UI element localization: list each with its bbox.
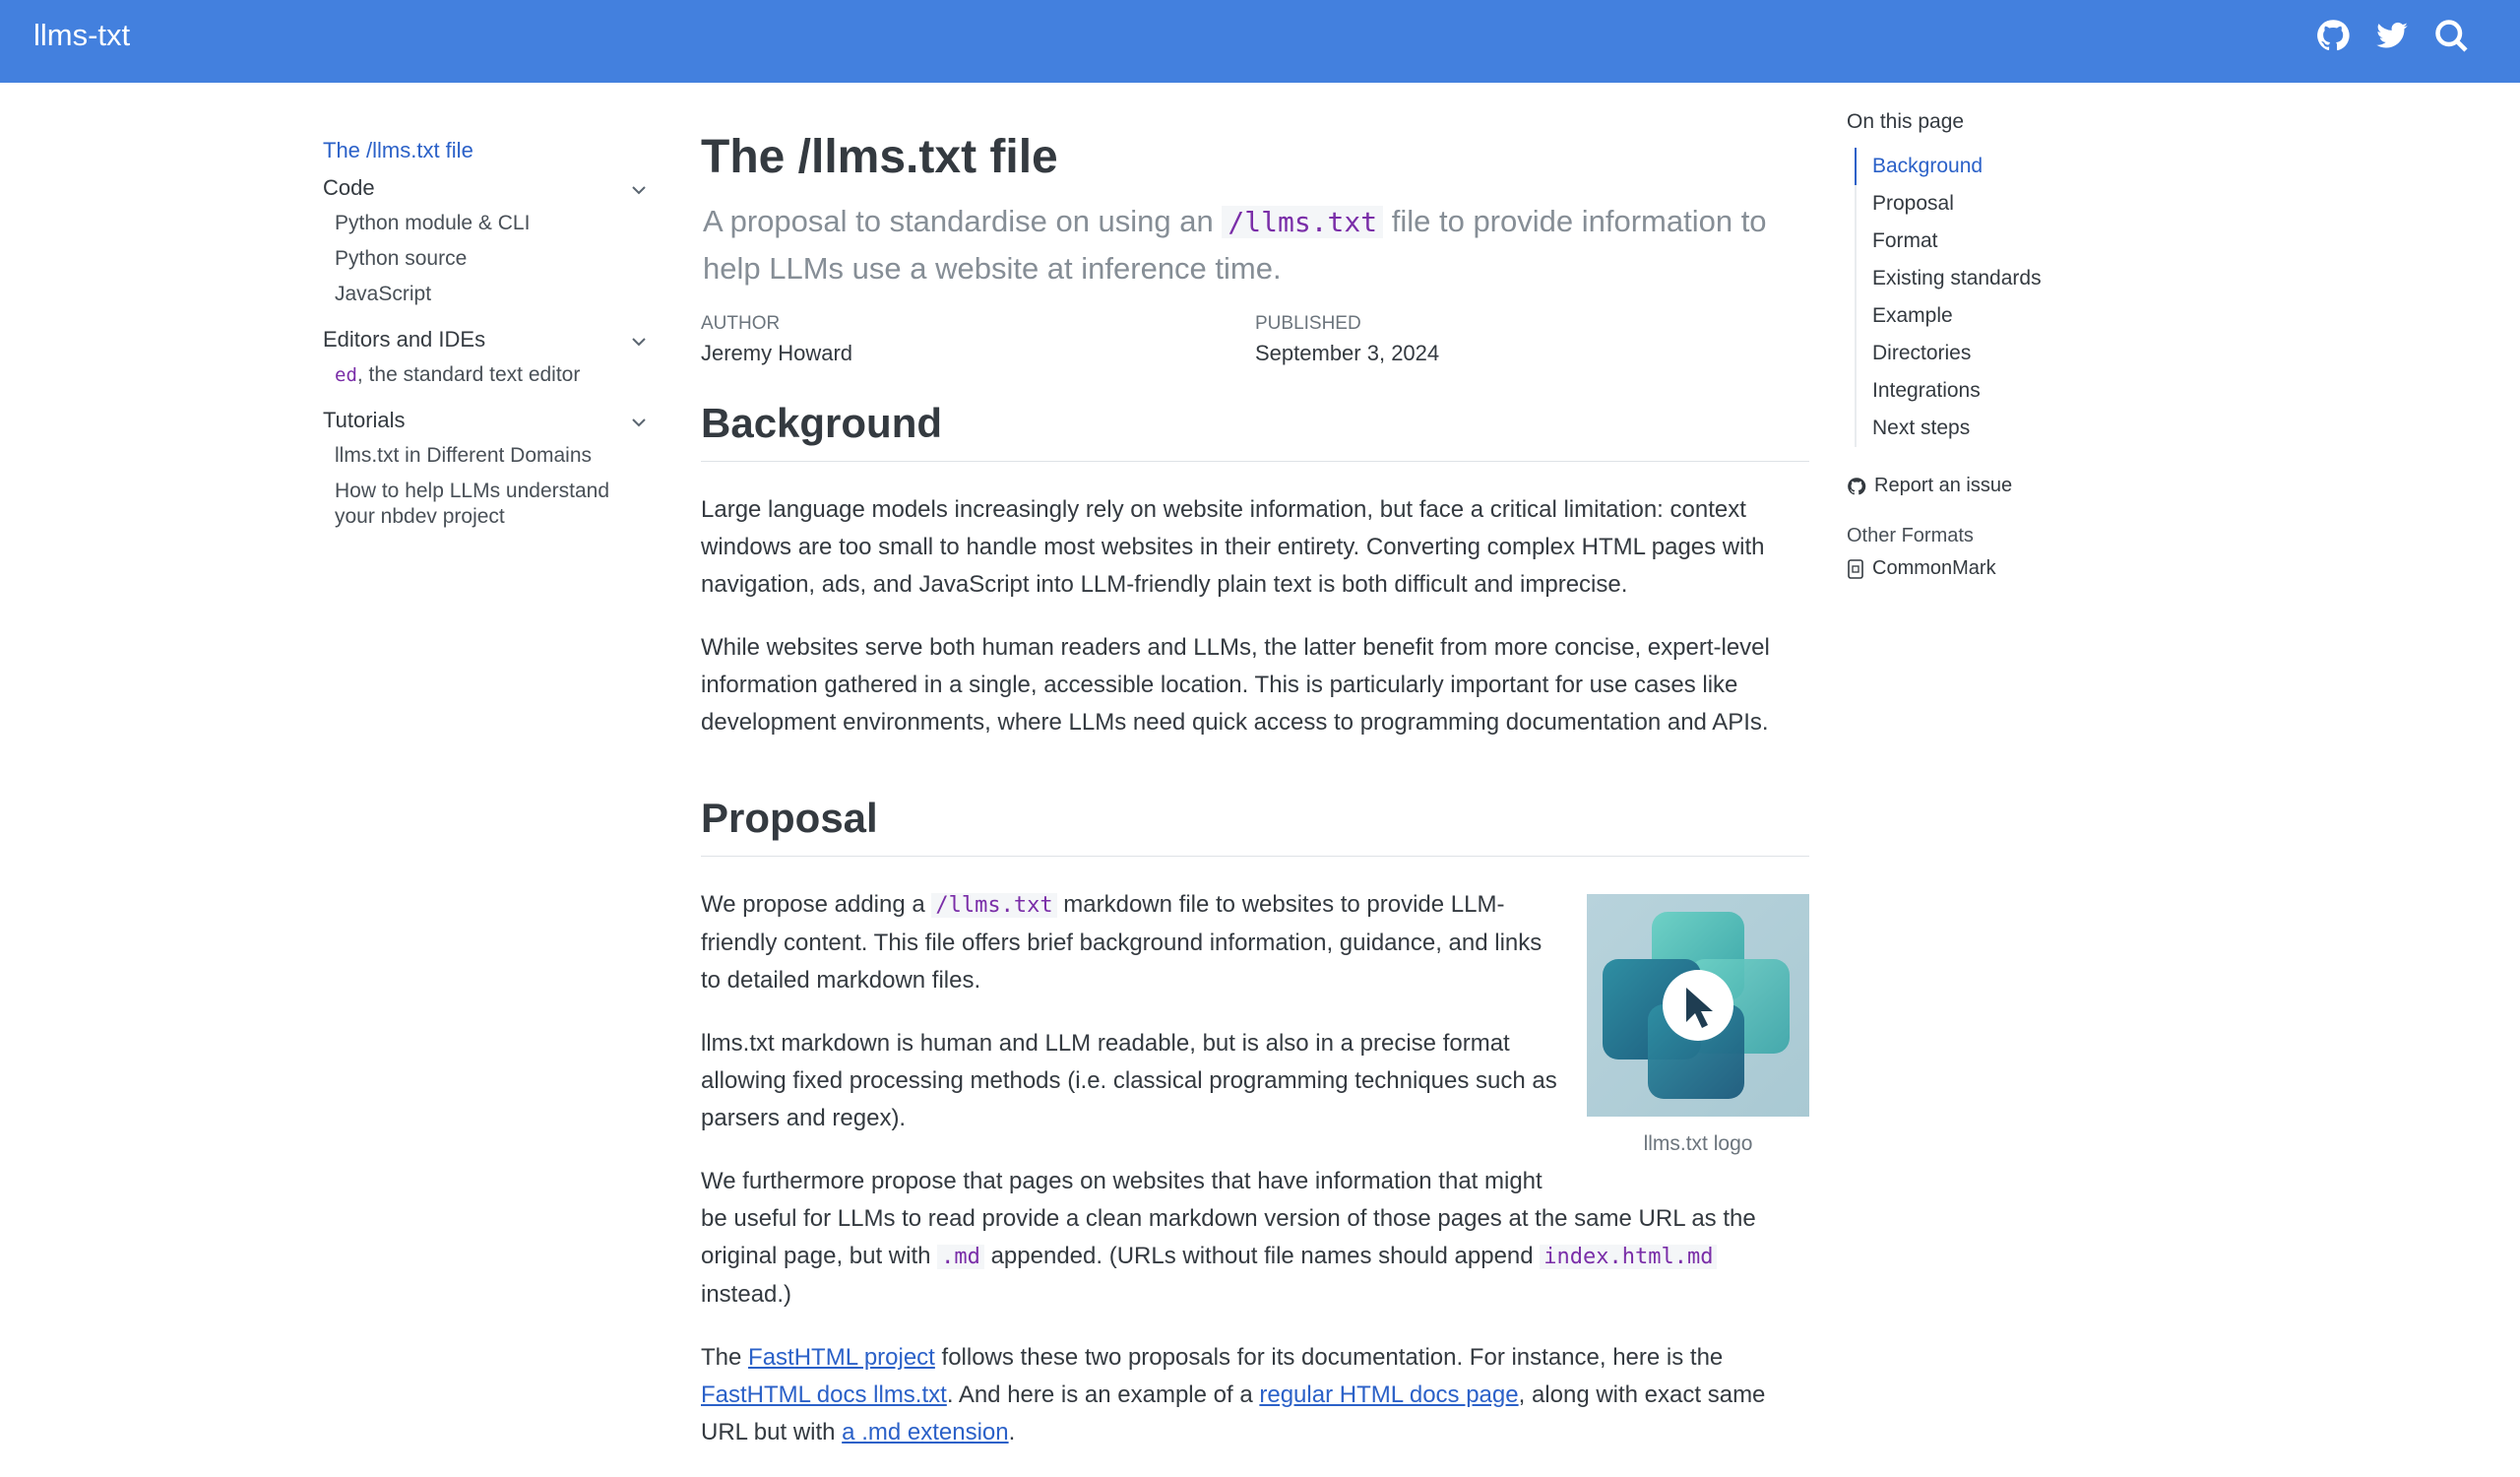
fasthtml-docs-llms-link[interactable]: FastHTML docs llms.txt [701,1381,947,1408]
paragraph: While websites serve both human readers and LLMs, the latter benefit from more concise, expert-level information gathered in a single, accessible location. This is particularly important for use cases like development environments, where LLMs need quick access to programming documentation and APIs. [701,634,1770,736]
author-block [701,313,1255,366]
published-label: PUBLISHED [1255,313,1361,334]
paragraph-text: appended. (URLs without file names should append [990,1243,1534,1269]
toc-item-proposal[interactable]: Proposal [1872,192,1954,215]
paragraph [701,1163,1809,1314]
sidebar-item-different-domains[interactable]: llms.txt in Different Domains [335,444,593,467]
published-date: September 3, 2024 [1255,341,1440,365]
paragraph-text: . And here is an example of a [946,1381,1253,1408]
toc-item-example[interactable]: Example [1872,304,1953,327]
left-sidebar [323,138,648,549]
sidebar-section-code [323,175,648,307]
sidebar-section-header-tutorials[interactable] [323,408,648,433]
toc-item-next-steps[interactable]: Next steps [1872,417,1971,439]
subtitle-text: file to provide information to help LLMs use a website at inference time. [703,204,1767,286]
sidebar-section-title: Tutorials [323,408,406,432]
figure-caption: llms.txt logo [1643,1132,1753,1155]
section-heading-proposal: Proposal [701,795,1809,857]
github-icon[interactable] [2315,18,2351,53]
sidebar-section-tutorials [323,408,648,530]
page-meta [701,313,1809,366]
paragraph-text: , along with exact same URL but with [701,1381,1766,1445]
commonmark-label: CommonMark [1872,557,1996,579]
sidebar-section-header-editors[interactable] [323,327,648,353]
md-extension-link[interactable]: a .md extension [842,1419,1009,1445]
navbar-icons [2315,18,2469,53]
inline-code: ed [335,364,357,386]
search-icon[interactable] [2433,18,2469,53]
file-icon [1847,558,1864,580]
paragraph: Large language models increasingly rely on website information, but face a critical limitation: context windows are too small to handle most websites in their entirety. Converting complex HTML pages with navigation, ads, and JavaScript into LLM-friendly plain text is both difficult and imprecise. [701,496,1765,598]
report-issue-link[interactable] [1847,475,2142,497]
toc-item-integrations[interactable]: Integrations [1872,379,1981,402]
sidebar-section-editors [323,327,648,388]
table-of-contents [1847,110,2142,580]
sidebar-item-javascript[interactable]: JavaScript [335,283,432,305]
sidebar-section-header-code[interactable] [323,175,648,201]
sidebar-item-label: , the standard text editor [356,363,581,386]
paragraph: llms.txt markdown is human and LLM readable, but is also in a precise format allowing fixed processing methods (i.e. classical programming techniques such as parsers and regex). [701,1030,1557,1131]
llms-txt-logo [1587,894,1809,1117]
toc-list [1855,148,2142,447]
sidebar-item-python-source[interactable]: Python source [335,247,468,270]
paragraph-text: We furthermore propose that pages on websites that have information that might be useful for LLMs to read provide a clean markdown version of those pages at the same URL as the original page, but with [701,1168,1756,1269]
top-navbar [0,0,2520,83]
chevron-down-icon[interactable] [630,412,648,429]
chevron-down-icon[interactable] [630,179,648,197]
published-block [1255,313,1809,366]
toc-item-background[interactable]: Background [1855,148,2142,185]
inline-code: .md [937,1245,984,1269]
toc-item-format[interactable]: Format [1872,229,1938,252]
page-subtitle [703,198,1809,291]
page-title: The /llms.txt file [701,131,1058,183]
github-icon [1847,477,1866,496]
author-label: AUTHOR [701,313,781,334]
inline-code: /llms.txt [931,893,1056,918]
toc-item-directories[interactable]: Directories [1872,342,1972,364]
commonmark-link[interactable] [1847,557,2142,580]
main-content [701,120,1809,1477]
fasthtml-project-link[interactable]: FastHTML project [748,1344,935,1371]
inline-code: index.html.md [1540,1245,1717,1269]
site-brand[interactable]: llms-txt [33,18,131,52]
paragraph-text: instead.) [701,1281,792,1308]
chevron-down-icon[interactable] [630,331,648,349]
twitter-icon[interactable] [2374,18,2410,53]
logo-figure [1587,894,1809,1156]
inline-code: /llms.txt [1222,206,1383,238]
section-heading-background: Background [701,400,1809,462]
paragraph-text: markdown file to websites to provide LLM-friendly content. This file offers brief background information, guidance, and links to detailed markdown files. [701,891,1543,994]
paragraph-text: The [701,1344,742,1371]
paragraph [701,1339,1809,1451]
paragraph-text: follows these two proposals for its documentation. For instance, here is the [941,1344,1724,1371]
paragraph-text: . [1008,1419,1016,1445]
paragraph-text: We propose adding a [701,891,925,918]
sidebar-item-nbdev[interactable]: How to help LLMs understand your nbdev project [335,480,609,528]
other-formats-label: Other Formats [1847,525,1974,546]
sidebar-section-title: Code [323,175,375,200]
sidebar-item-llms-file[interactable]: The /llms.txt file [323,138,473,162]
subtitle-text: A proposal to standardise on using an [703,204,1214,238]
author-name: Jeremy Howard [701,341,853,365]
sidebar-section-title: Editors and IDEs [323,327,486,352]
toc-title: On this page [1847,110,1965,133]
sidebar-item-ed-editor[interactable] [323,362,648,388]
toc-item-existing-standards[interactable]: Existing standards [1872,267,2042,289]
sidebar-item-python-module[interactable]: Python module & CLI [335,212,531,234]
regular-html-docs-link[interactable]: regular HTML docs page [1259,1381,1519,1408]
report-issue-label: Report an issue [1874,475,2013,496]
